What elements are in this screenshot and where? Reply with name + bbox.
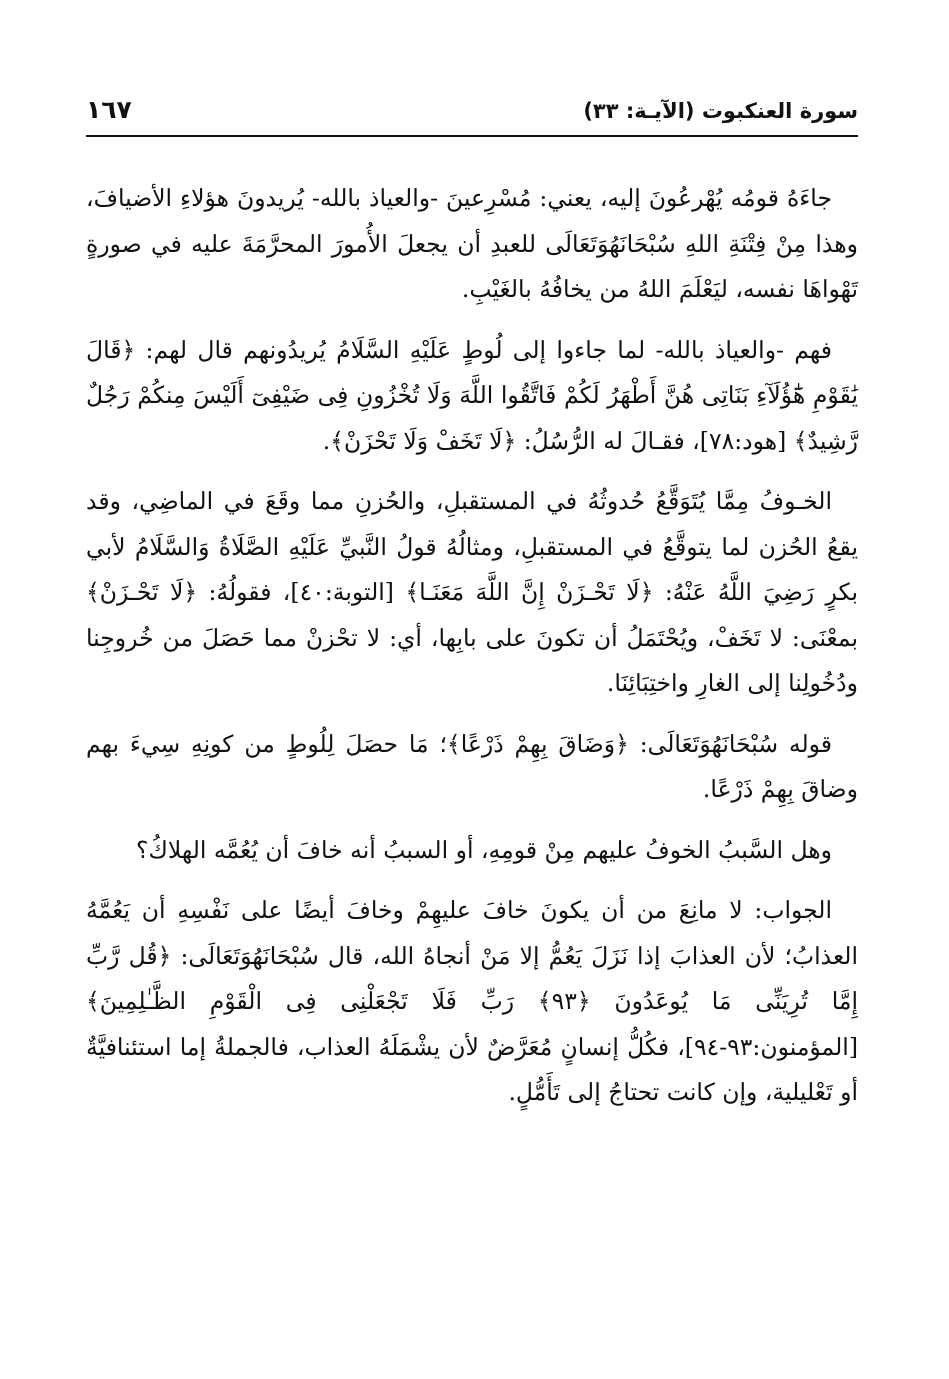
paragraph: قوله سُبْحَانَهُوَتَعَالَى: ﴿وَضَاقَ بِهِمْ ذَرْعًا﴾؛ مَا حصَلَ لِلُوطٍ من كونِهِ سِيءَ بهم وضاقَ بِهِمْ ذَرْعًا. — [86, 729, 858, 803]
header-divider — [86, 135, 858, 137]
paragraph: الخـوفُ مِمَّا يُتَوَقَّعُ حُدوثُهُ في المستقبلِ، والحُزنِ مما وقَعَ في الماضِي، وقد يقعُ الحُزن لما يتوقَّعُ في المستقبلِ، ومثالُهُ قولُ النَّبيِّ عَلَيْهِ الصَّلَاةُ وَالسَّلَامُ لأبي بكرٍ رَضِيَ اللَّهُ عَنْهُ: ﴿لَا تَحْـزَنْ إِنَّ اللَّهَ مَعَنَـا﴾ [التوبة:٤٠]، فقولُهُ: ﴿لَا تَحْـزَنْ﴾ بمعْنَى: لا تَخَفْ، ويُحْتَمَلُ أن تكونَ على بابِها، أي: لا تحْزنْ مما حَصَلَ من خُروجِنا ودُخُولِنا إلى الغارِ واختِبَائِنَا. — [86, 487, 858, 697]
page-number: ١٦٧ — [86, 95, 132, 124]
page-body — [86, 176, 858, 1131]
paragraph: فهم -والعياذ بالله- لما جاءوا إلى لُوطٍ عَلَيْهِ السَّلَامُ يُريدُونهم قال لهم: ﴿قَالَ يَٰقَوْمِ هَٰٓؤُلَآءِ بَنَاتِى هُنَّ أَطْهَرُ لَكُمْ فَاتَّقُوا اللَّهَ وَلَا تُخْزُونِ فِى ضَيْفِىٓ أَلَيْسَ مِنكُمْ رَجُلٌ رَّشِيدٌ﴾ [هود:٧٨]، فقـالَ له الرُّسُلُ: ﴿لَا تَخَفْ وَلَا تَحْزَنْ﴾. — [86, 335, 858, 455]
page-header — [86, 96, 858, 130]
paragraph: جاءَهُ قومُه يُهْرعُونَ إليه، يعني: مُسْرِعينَ -والعياذ بالله- يُريدونَ هؤلاءِ الأضيافَ، وهذا مِنْ فِتْنَةِ اللهِ سُبْحَانَهُوَتَعَالَى للعبدِ أن يجعلَ الأُمورَ المحرَّمَةَ عليه في صورةٍ تَهْواهَا نفسه، ليَعْلَمَ اللهُ من يخافُهُ بالغَيْبِ. — [86, 184, 858, 303]
paragraph: الجواب: لا مانِعَ من أن يكونَ خافَ عليهِمْ وخافَ أيضًا على نَفْسِهِ أن يَعُمَّهُ العذابُ؛ لأن العذابَ إذا نَزَلَ يَعُمُّ إلا مَنْ أنجاهُ الله، قال سُبْحَانَهُوَتَعَالَى: ﴿قُل رَّبِّ إِمَّا تُرِيَنِّى مَا يُوعَدُونَ ﴿٩٣﴾ رَبِّ فَلَا تَجْعَلْنِى فِى الْقَوْمِ الظَّـٰلِمِينَ﴾ [المؤمنون:٩٣-٩٤]، فكُلُّ إنسانٍ مُعَرَّضٌ لأن يشْمَلَهُ العذاب، فالجملةُ إما استئنافيَّةٌ أو تَعْليلية، وإن كانت تحتاجُ إلى تَأَمُّلٍ. — [86, 896, 858, 1106]
paragraph: وهل السَّببُ الخوفُ عليهم مِنْ قومِهِ، أو السببُ أنه خافَ أن يُعُمَّه الهلاكُ؟ — [136, 835, 832, 864]
running-title: سورة العنكبوت (الآيـة: ٣٣) — [583, 99, 858, 123]
